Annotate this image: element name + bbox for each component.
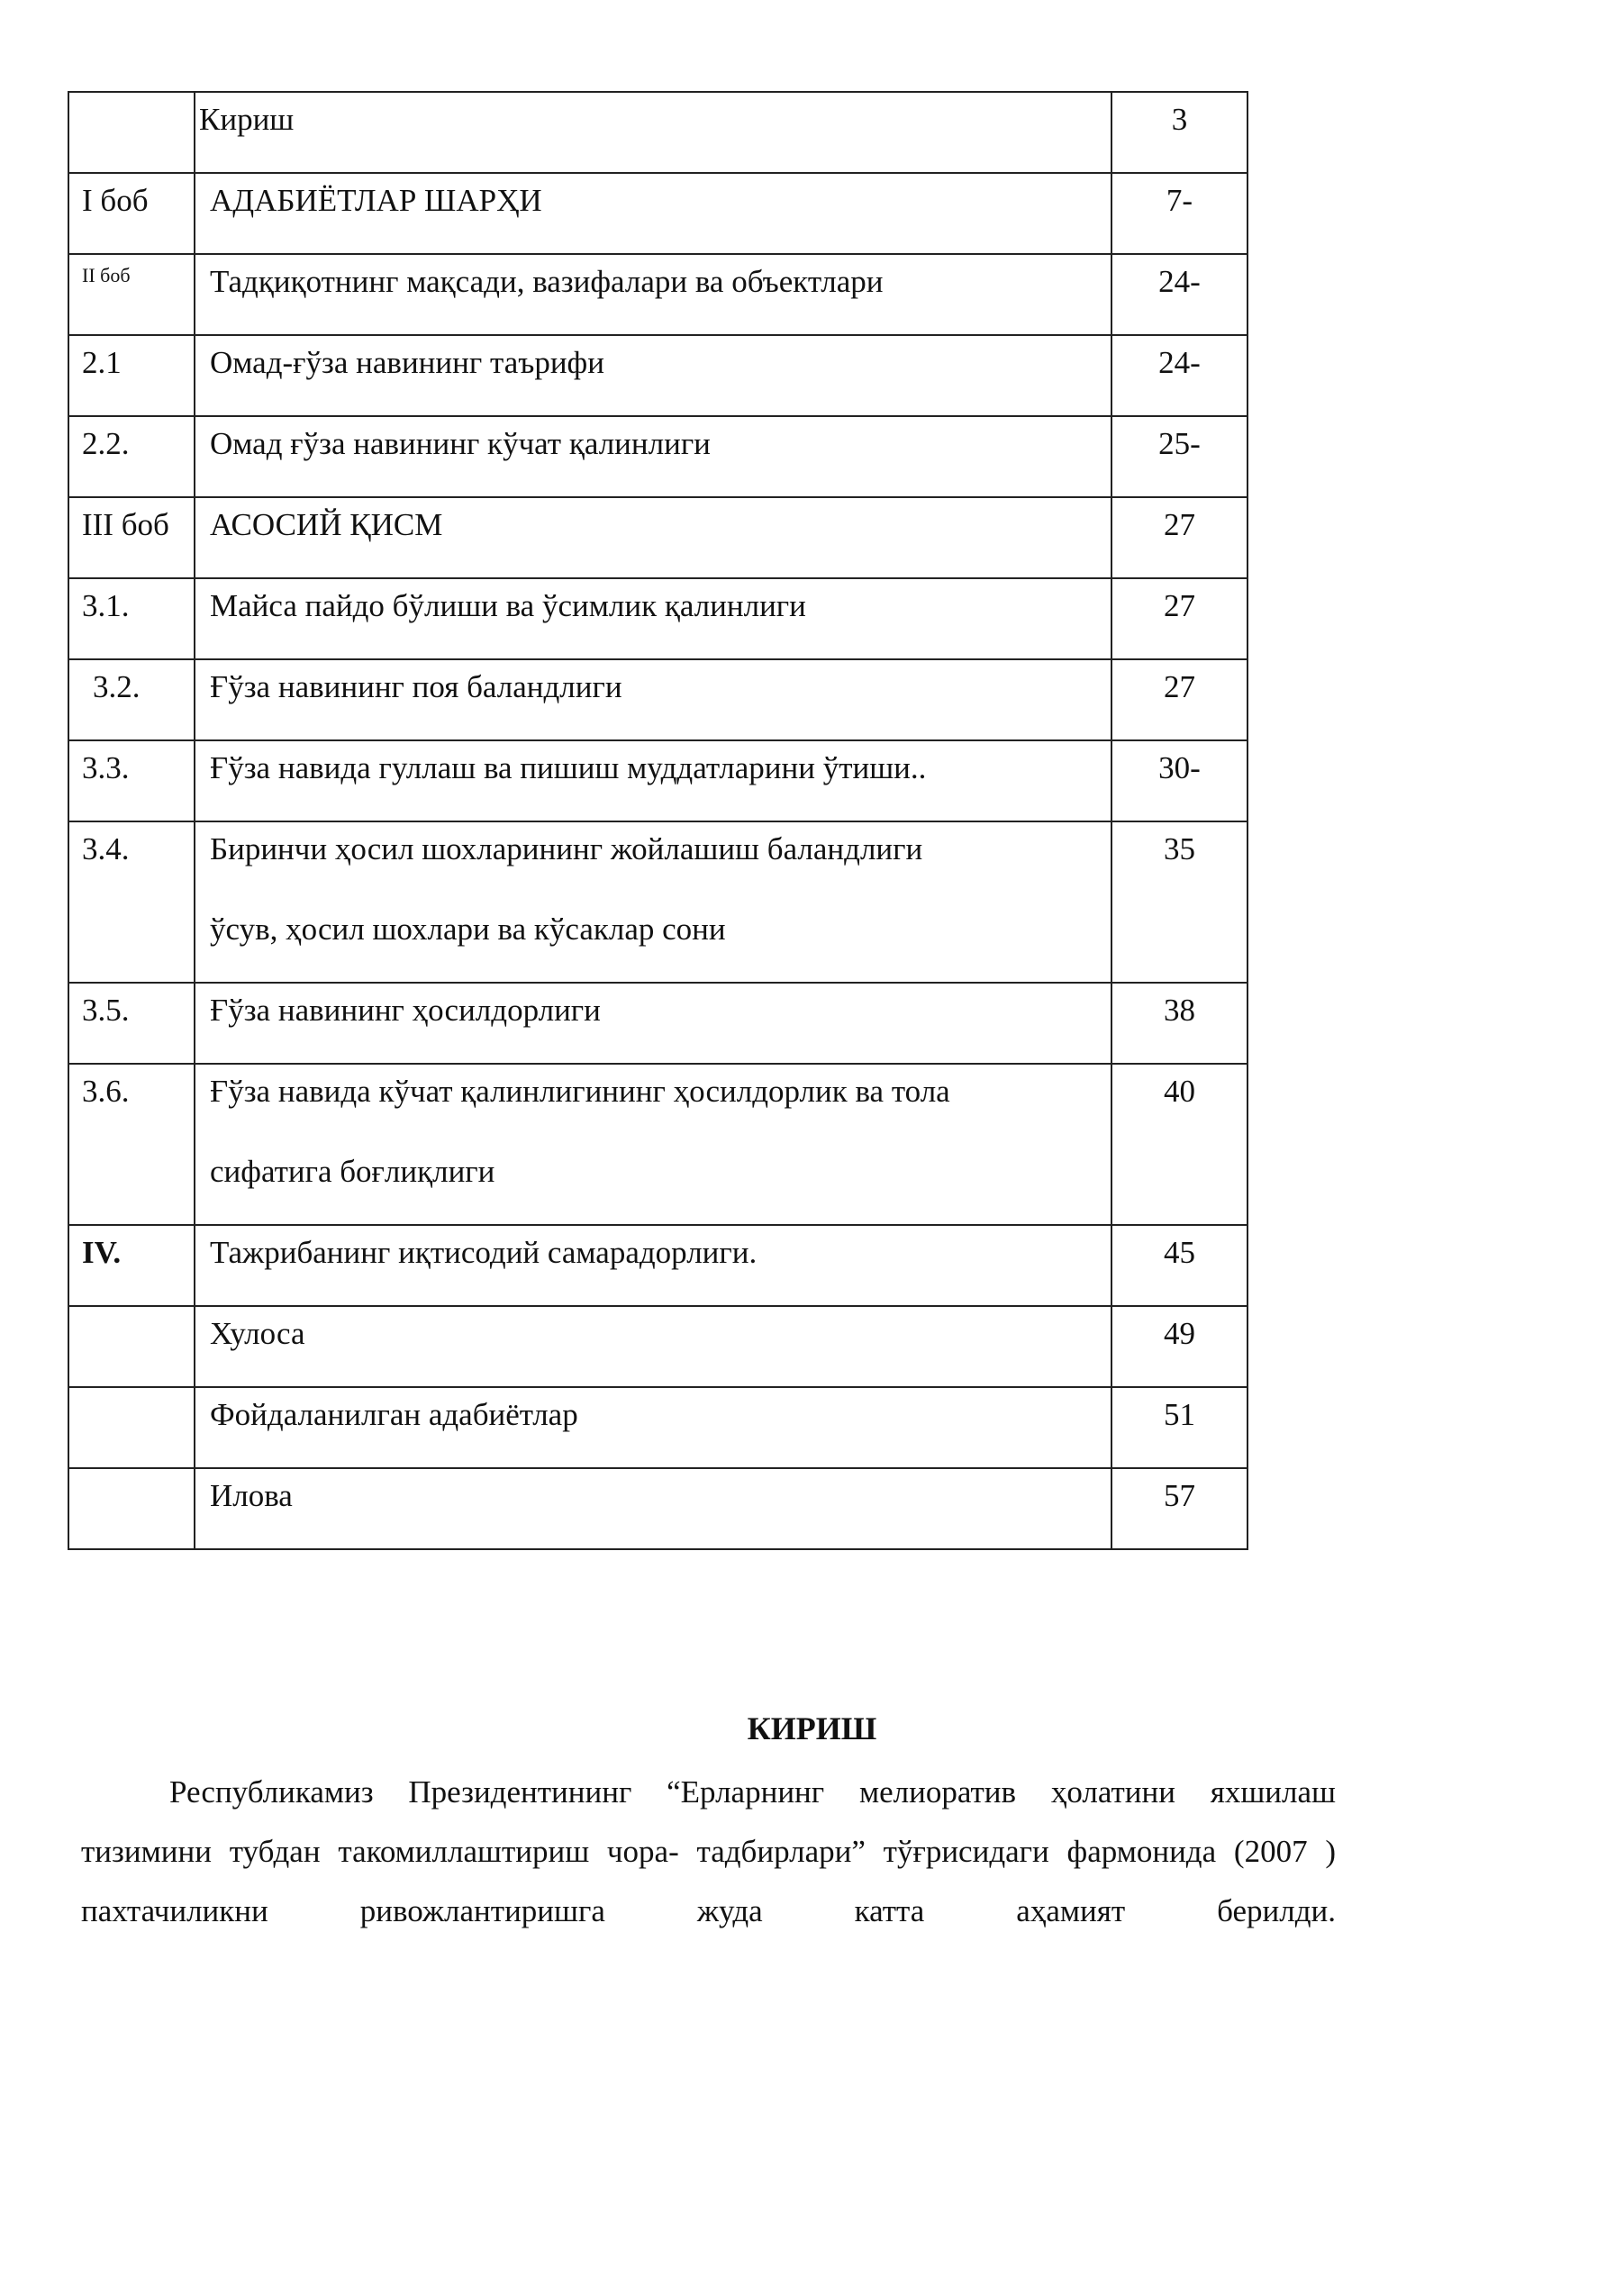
toc-row <box>68 254 1247 335</box>
toc-section-title: Ғўза навининг ҳосилдорлиги <box>195 983 1111 1064</box>
toc-page-number: 25- <box>1111 416 1247 497</box>
toc-section-number: 3.5. <box>68 983 195 1064</box>
toc-section-title: Илова <box>195 1468 1111 1549</box>
toc-section-number: IV. <box>68 1225 195 1306</box>
toc-page-number: 51 <box>1111 1387 1247 1468</box>
toc-page-number: 27 <box>1111 578 1247 659</box>
toc-row <box>68 1064 1247 1225</box>
table-of-contents <box>68 91 1248 1550</box>
toc-section-title: Фойдаланилган адабиётлар <box>195 1387 1111 1468</box>
toc-row <box>68 416 1247 497</box>
toc-row <box>68 1225 1247 1306</box>
toc-section-number <box>68 1306 195 1387</box>
toc-section-number: II боб <box>68 254 195 335</box>
toc-page-number: 27 <box>1111 497 1247 578</box>
toc-section-title: Омад-ғўза навининг таърифи <box>195 335 1111 416</box>
toc-row <box>68 173 1247 254</box>
toc-section-number: 3.1. <box>68 578 195 659</box>
toc-section-title: Ғўза навининг поя баландлиги <box>195 659 1111 740</box>
toc-row <box>68 578 1247 659</box>
toc-page-number: 40 <box>1111 1064 1247 1225</box>
toc-section-title: Кириш <box>195 92 1111 173</box>
intro-paragraph: Республикамиз Президентининг “Ерларнинг мелиоратив ҳолатини яхшилаш тизимини тубдан такомиллаштириш чора- тадбирлари” тўғрисидаги фармонида (2007 ) пахтачиликни ривожлантиришга жуда катта аҳамият берилди. <box>81 1774 1336 1928</box>
toc-section-title: Биринчи ҳосил шохларининг жойлашиш баландлиги <box>210 831 923 866</box>
toc-section-number <box>68 92 195 173</box>
toc-section-number: 3.3. <box>68 740 195 821</box>
toc-section-number: 2.1 <box>68 335 195 416</box>
toc-section-title: Хулоса <box>195 1306 1111 1387</box>
toc-section-title: Майса пайдо бўлиши ва ўсимлик қалинлиги <box>195 578 1111 659</box>
toc-page-number: 49 <box>1111 1306 1247 1387</box>
toc-page-number: 3 <box>1111 92 1247 173</box>
toc-section-title-cell <box>195 821 1111 983</box>
toc-section-title-continued: сифатига боғлиқлиги <box>210 1154 495 1189</box>
toc-section-number: III боб <box>68 497 195 578</box>
toc-section-title: АСОСИЙ ҚИСМ <box>195 497 1111 578</box>
toc-section-title-continued: ўсув, ҳосил шохлари ва кўсаклар сони <box>210 912 726 947</box>
intro-body <box>81 1763 1336 1941</box>
toc-section-number: 2.2. <box>68 416 195 497</box>
toc-section-title: Ғўза навида гуллаш ва пишиш муддатларини ўтиши.. <box>195 740 1111 821</box>
toc-row <box>68 1387 1247 1468</box>
toc-section-title: Тадқиқотнинг мақсади, вазифалари ва объектлари <box>195 254 1111 335</box>
toc-section-number: I боб <box>68 173 195 254</box>
toc-row <box>68 497 1247 578</box>
toc-section-number: 3.6. <box>68 1064 195 1225</box>
toc-page-number: 27 <box>1111 659 1247 740</box>
toc-row <box>68 740 1247 821</box>
toc-section-title: АДАБИЁТЛАР ШАРҲИ <box>195 173 1111 254</box>
toc-section-number: 3.2. <box>68 659 195 740</box>
toc-section-title-cell <box>195 1064 1111 1225</box>
toc-section-title: Ғўза навида кўчат қалинлигининг ҳосилдорлик ва тола <box>210 1074 950 1109</box>
toc-row <box>68 1306 1247 1387</box>
toc-row <box>68 659 1247 740</box>
intro-heading: КИРИШ <box>747 1710 877 1746</box>
toc-row <box>68 335 1247 416</box>
toc-row <box>68 821 1247 983</box>
toc-page-number: 38 <box>1111 983 1247 1064</box>
toc-page-number: 45 <box>1111 1225 1247 1306</box>
toc-section-title: Тажрибанинг иқтисодий самарадорлиги. <box>195 1225 1111 1306</box>
toc-page-number: 57 <box>1111 1468 1247 1549</box>
toc-page-number: 35 <box>1111 821 1247 983</box>
toc-section-title: Омад ғўза навининг кўчат қалинлиги <box>195 416 1111 497</box>
toc-section-number <box>68 1468 195 1549</box>
toc-row <box>68 92 1247 173</box>
toc-section-number <box>68 1387 195 1468</box>
toc-section-number: 3.4. <box>68 821 195 983</box>
toc-page-number: 24- <box>1111 335 1247 416</box>
toc-page-number: 30- <box>1111 740 1247 821</box>
toc-page-number: 7- <box>1111 173 1247 254</box>
toc-row <box>68 983 1247 1064</box>
toc-page-number: 24- <box>1111 254 1247 335</box>
toc-row <box>68 1468 1247 1549</box>
